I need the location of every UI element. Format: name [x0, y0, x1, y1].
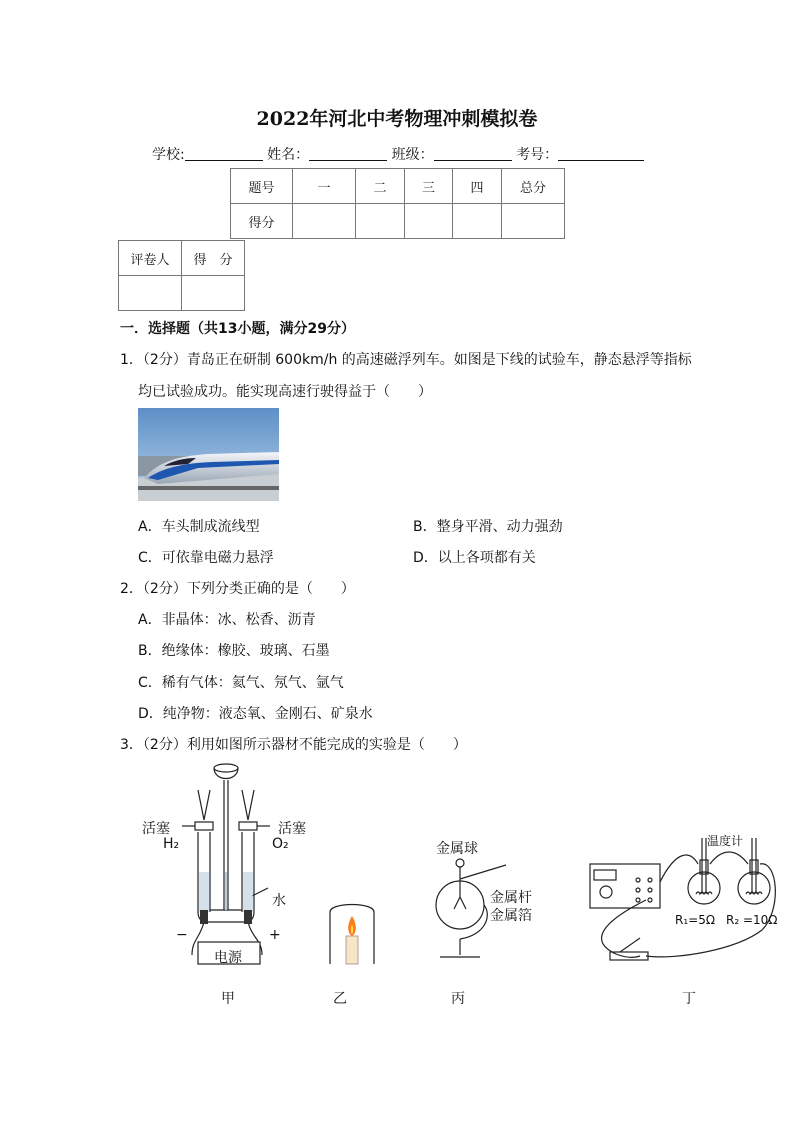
- water-label: 水: [272, 893, 286, 909]
- electrolysis-apparatus-figure: [140, 760, 320, 970]
- question-1-option-c[interactable]: C．可依靠电磁力悬浮: [138, 550, 274, 566]
- r1-label: R₁=5Ω: [675, 913, 716, 927]
- school-blank[interactable]: [185, 146, 263, 161]
- question-2-option-c[interactable]: C．稀有气体：氦气、氖气、氩气: [138, 675, 344, 691]
- score-table-header-row: [231, 169, 565, 204]
- name-blank[interactable]: [309, 146, 387, 161]
- score-header-cell: 一: [293, 169, 356, 204]
- power-supply-label: 电源: [214, 950, 242, 966]
- joule-heating-circuit-figure: [586, 830, 786, 975]
- figure-caption-ding: 丁: [682, 991, 696, 1007]
- score-cell[interactable]: [502, 204, 565, 239]
- score-cell[interactable]: [453, 204, 502, 239]
- score-row-label: 得分: [231, 204, 293, 239]
- exam-no-label: 考号：: [516, 147, 559, 163]
- score-cell[interactable]: [356, 204, 405, 239]
- figure-caption-jia: 甲: [221, 991, 235, 1007]
- score-header-cell: 三: [405, 169, 453, 204]
- page-title: 2022年河北中考物理冲刺模拟卷: [256, 108, 538, 130]
- score-table: [230, 168, 565, 239]
- student-info-line: [152, 144, 644, 164]
- grader-label: 评卷人: [119, 241, 182, 276]
- question-2-option-b[interactable]: B．绝缘体：橡胶、玻璃、石墨: [138, 643, 330, 659]
- grader-cell[interactable]: [119, 276, 182, 311]
- question-1-option-d[interactable]: D．以上各项都有关: [413, 550, 536, 566]
- metal-foil-label: 金属箔: [490, 908, 532, 924]
- o2-label: O₂: [272, 836, 289, 852]
- class-label: 班级：: [391, 147, 434, 163]
- plus-terminal-label: +: [269, 927, 281, 943]
- score-header-cell: 题号: [231, 169, 293, 204]
- figure-caption-bing: 丙: [451, 991, 465, 1007]
- score-header-cell: 二: [356, 169, 405, 204]
- question-2-text: 2．（2分）下列分类正确的是（ ）: [120, 581, 355, 597]
- score-table-score-row: [231, 204, 565, 239]
- name-label: 姓名：: [267, 147, 310, 163]
- exam-no-blank[interactable]: [558, 146, 644, 161]
- r2-label: R₂ =10Ω: [726, 913, 778, 927]
- grader-table: [118, 240, 245, 311]
- thermometer-label: 温度计: [707, 834, 744, 848]
- question-2-option-a[interactable]: A．非晶体：冰、松香、沥青: [138, 612, 316, 628]
- question-2-option-d[interactable]: D．纯净物：液态氧、金刚石、矿泉水: [138, 706, 373, 722]
- class-blank[interactable]: [434, 146, 512, 161]
- grader-score-cell[interactable]: [182, 276, 245, 311]
- candle-beaker-figure: [326, 900, 378, 968]
- score-header-cell: 总分: [502, 169, 565, 204]
- metal-rod-label: 金属杆: [490, 890, 532, 906]
- minus-terminal-label: −: [176, 927, 188, 943]
- score-cell[interactable]: [293, 204, 356, 239]
- left-stopcock-label: 活塞: [142, 821, 170, 837]
- maglev-train-photo: [138, 408, 279, 501]
- question-1-option-b[interactable]: B．整身平滑、动力强劲: [413, 519, 563, 535]
- section-heading: 一．选择题（共13小题，满分29分）: [120, 321, 355, 337]
- question-1-option-a[interactable]: A．车头制成流线型: [138, 519, 260, 535]
- question-1-text: 1．（2分）青岛正在研制 600km/h 的高速磁浮列车。如图是下线的试验车，静态悬浮等指标: [120, 352, 692, 368]
- school-label: 学校:: [152, 147, 185, 163]
- score-cell[interactable]: [405, 204, 453, 239]
- figure-caption-yi: 乙: [333, 991, 347, 1007]
- h2-label: H₂: [163, 836, 180, 852]
- question-3-text: 3．（2分）利用如图所示器材不能完成的实验是（ ）: [120, 737, 467, 753]
- question-1-text-cont: 均已试验成功。能实现高速行驶得益于（ ）: [138, 384, 432, 400]
- metal-ball-label: 金属球: [436, 841, 478, 857]
- grader-score-label: 得 分: [182, 241, 245, 276]
- score-header-cell: 四: [453, 169, 502, 204]
- right-stopcock-label: 活塞: [278, 821, 306, 837]
